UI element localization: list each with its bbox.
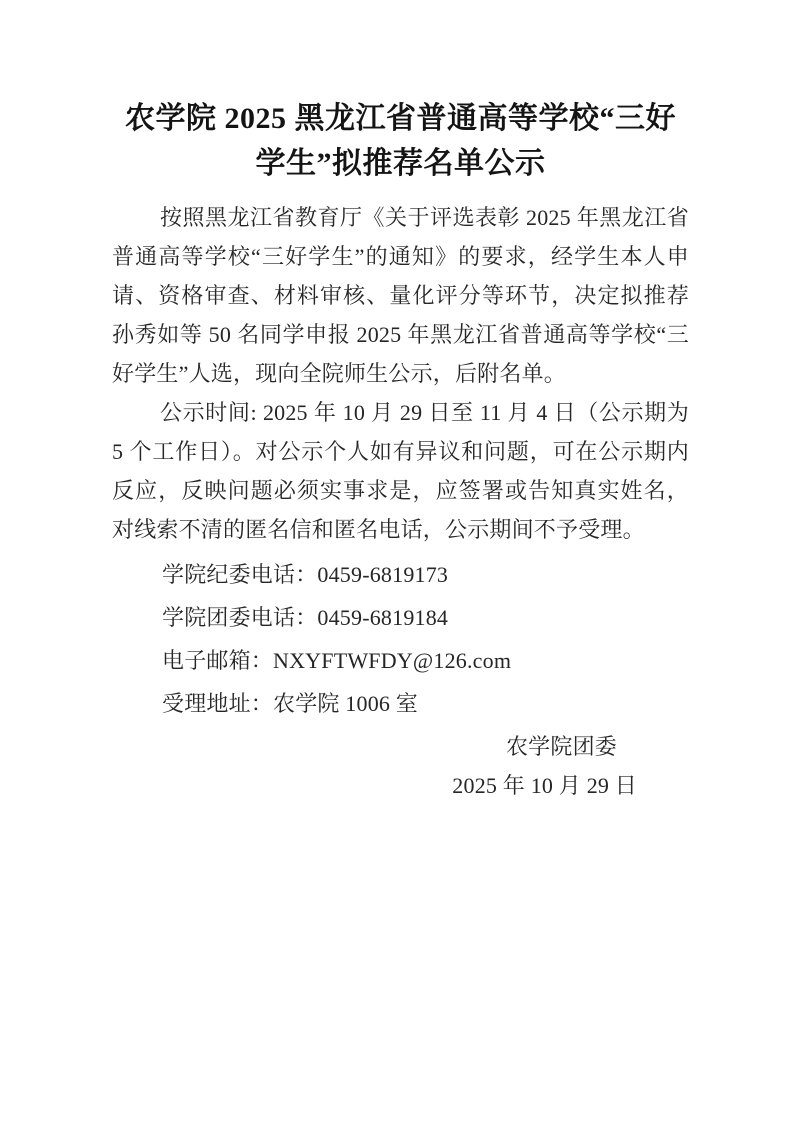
signature-date: 2025 年 10 月 29 日 xyxy=(452,773,637,798)
title-line-2: 学生”拟推荐名单公示 xyxy=(255,147,546,180)
contact-address: 受理地址：农学院 1006 室 xyxy=(162,691,419,716)
contact-discipline-committee-phone: 学院纪委电话：0459-6819173 xyxy=(162,562,449,587)
contact-email: 电子邮箱：NXYFTWFDY@126.com xyxy=(162,648,512,673)
paragraph-publicity-period: 公示时间: 2025 年 10 月 29 日至 11 月 4 日（公示期为 5 个工作日）。对公示个人如有异议和问题，可在公示期内反应，反映问题必须实事求是，应签署或告知真实姓名，对线索不清的匿名信和匿名电话，公示期间不予受理。 xyxy=(112,400,689,542)
paragraph-recommendation-basis: 按照黑龙江省教育厅《关于评选表彰 2025 年黑龙江省普通高等学校“三好学生”的通知》的要求，经学生本人申请、资格审查、材料审核、量化评分等环节，决定拟推荐孙秀如等 50 名同学申报 2025 年黑龙江省普通高等学校“三好学生”人选，现向全院师生公示，后附名单。 xyxy=(112,205,689,386)
contact-youth-league-phone: 学院团委电话：0459-6819184 xyxy=(162,605,449,630)
signature-issuer: 农学院团委 xyxy=(505,734,617,759)
page-title xyxy=(112,96,689,186)
title-line-1: 农学院 2025 黑龙江省普通高等学校“三好 xyxy=(125,102,676,135)
